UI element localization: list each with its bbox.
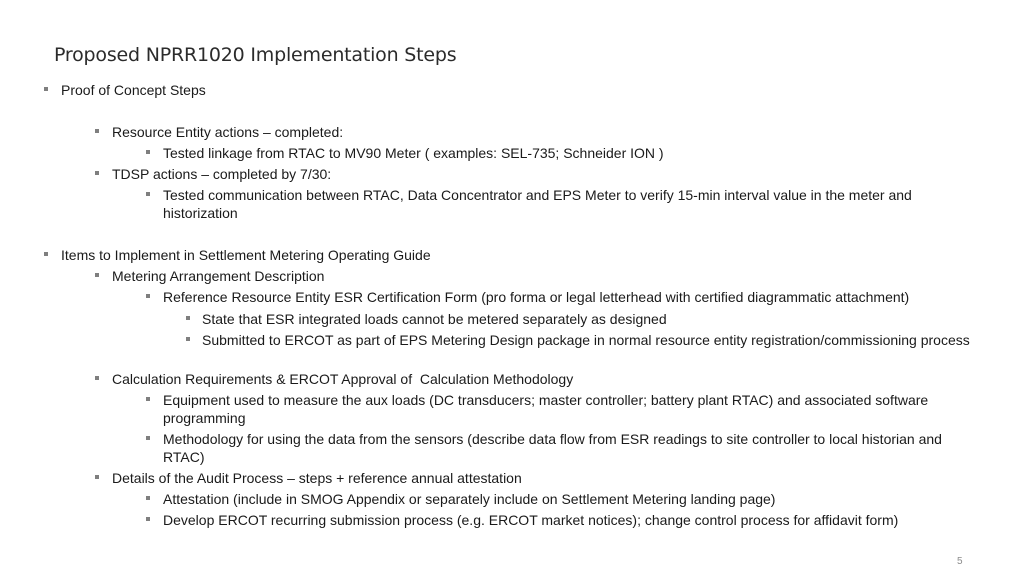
page-number: 5 — [957, 556, 963, 567]
bullet-calculation-requirements — [95, 370, 573, 388]
bullet-square-icon — [146, 436, 150, 440]
bullet-audit-process — [95, 469, 522, 487]
bullet-proof-of-concept — [44, 81, 206, 99]
bullet-equipment-used — [146, 391, 936, 427]
bullet-items-to-implement — [44, 246, 431, 264]
bullet-state-esr — [186, 310, 667, 328]
bullet-square-icon — [95, 273, 99, 277]
bullet-square-icon — [95, 129, 99, 133]
bullet-square-icon — [95, 376, 99, 380]
bullet-text: Tested linkage from RTAC to MV90 Meter ( examples: SEL-735; Schneider ION ) — [163, 145, 664, 161]
bullet-square-icon — [95, 475, 99, 479]
bullet-square-icon — [186, 316, 190, 320]
bullet-text: Proof of Concept Steps — [61, 82, 206, 98]
bullet-text: Methodology for using the data from the sensors (describe data flow from ESR readings to site controller to local historian and RTAC) — [163, 431, 942, 465]
bullet-submitted-ercot — [186, 331, 976, 349]
bullet-text: Submitted to ERCOT as part of EPS Metering Design package in normal resource entity registration/commissioning process — [202, 332, 970, 348]
bullet-methodology — [146, 430, 976, 466]
bullet-tested-communication — [146, 186, 976, 222]
bullet-square-icon — [44, 252, 48, 256]
bullet-metering-arrangement — [95, 267, 324, 285]
bullet-square-icon — [146, 150, 150, 154]
bullet-text: Resource Entity actions – completed: — [112, 124, 344, 140]
bullet-text: Equipment used to measure the aux loads (DC transducers; master controller; battery plant RTAC) and associated software programming — [163, 392, 929, 426]
bullet-text: Tested communication between RTAC, Data Concentrator and EPS Meter to verify 15-min interval value in the meter and historization — [163, 187, 912, 221]
bullet-square-icon — [186, 337, 190, 341]
bullet-resource-entity-actions — [95, 123, 343, 141]
bullet-text: Details of the Audit Process – steps + reference annual attestation — [112, 470, 522, 486]
slide-title: Proposed NPRR1020 Implementation Steps — [54, 44, 457, 66]
bullet-tdsp-actions — [95, 165, 331, 183]
bullet-tested-linkage — [146, 144, 664, 162]
bullet-text: State that ESR integrated loads cannot be metered separately as designed — [202, 311, 667, 327]
bullet-square-icon — [146, 397, 150, 401]
bullet-text: Reference Resource Entity ESR Certification Form (pro forma or legal letterhead with certified diagrammatic attachment) — [163, 289, 910, 305]
bullet-text: Develop ERCOT recurring submission process (e.g. ERCOT market notices); change control process for affidavit form) — [163, 512, 899, 528]
bullet-text: Attestation (include in SMOG Appendix or separately include on Settlement Metering landing page) — [163, 491, 776, 507]
bullet-square-icon — [146, 496, 150, 500]
bullet-square-icon — [146, 294, 150, 298]
bullet-text: Items to Implement in Settlement Metering Operating Guide — [61, 247, 431, 263]
bullet-text: TDSP actions – completed by 7/30: — [112, 166, 332, 182]
bullet-square-icon — [95, 171, 99, 175]
bullet-recurring-submission — [146, 511, 898, 529]
bullet-text: Metering Arrangement Description — [112, 268, 325, 284]
bullet-square-icon — [146, 192, 150, 196]
bullet-attestation — [146, 490, 775, 508]
bullet-square-icon — [44, 87, 48, 91]
bullet-text: Calculation Requirements & ERCOT Approval of Calculation Methodology — [112, 371, 574, 387]
bullet-square-icon — [146, 517, 150, 521]
bullet-reference-form — [146, 288, 909, 306]
